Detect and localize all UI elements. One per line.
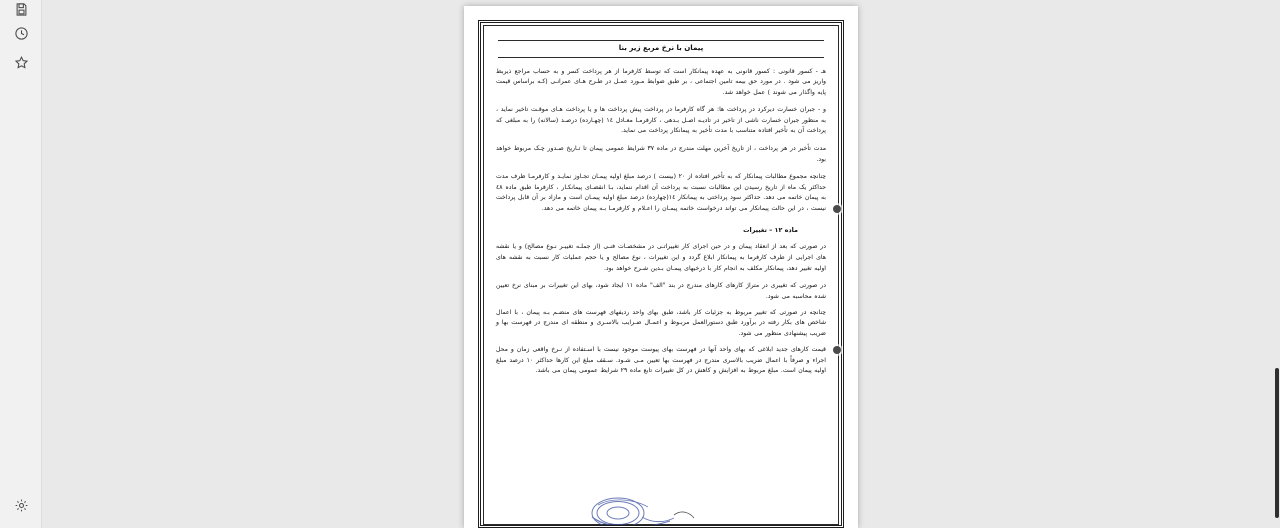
document-content: [494, 33, 828, 525]
page-edge-handle-top[interactable]: [833, 205, 841, 213]
clock-icon[interactable]: [0, 18, 42, 48]
paragraph: هـ - کسور قانونی : کسور قانونی به عهده پیمانکار است که توسط کارفرما از هر پرداخت کسر و به حساب مراجع ذیربط واریز می شود . در مورد حق بیمه تامین اجتماعی ، بر طبق ضوابط مـورد عمـل در طـرح هـای عمرانـی (کـه براساس قیمت پایه واگذار می شوند ) عمل خواهد شد.: [496, 67, 826, 96]
scrollbar-thumb[interactable]: [1275, 368, 1279, 518]
section-heading: ماده ١٢ – تغییرات: [743, 226, 798, 235]
paragraph: چنانچه در صورتی که تغییر مربوط به جزئیات کار باشد، طبق بهای واحد ردیفهای فهرست های منضـم بـه پیمان ، با اعمال شاخص های بکار رفته در برآورد طبق دستورالعمل مربـوط و اعمـال ضـرایب بالاسـری و منطقه ای مندرج در فهرست بها و ضریب پیشنهادی منظور می شود.: [496, 308, 826, 337]
page-edge-handle-bottom[interactable]: [833, 346, 841, 354]
star-icon[interactable]: [0, 47, 42, 77]
document-page: [464, 6, 858, 528]
paragraph: قیمت کارهای جدید ابلاغی که بهای واحد آنها در فهرست بهای پیوست موجود نیست با اسـتفاده از نـرخ واقعی زمان و محل اجراء و صرفاً با اعمال ضریب بالاسری مندرج در فهرست بها تعیین مـی شـود. سـقف مبلغ این کارها حداکثر ١٠ درصد مبلغ اولیه پیمان است. مبلغ مربوط به افزایش و کاهش در کل تغییرات تابع ماده ٢٩ شرایط عمومی پیمان می باشد.: [496, 346, 827, 375]
paragraph: مدت تأخیر در هر پرداخت ، از تاریخ آخرین مهلت مندرج در ماده ٣٧ شرایط عمومی پیمان تا تـاریخ صـدور چـک مربوط خواهد بود.: [496, 144, 826, 163]
paragraph: در صورتی که بعد از انعقاد پیمان و در حین اجرای کار تغییراتـی در مشخصـات فنـی (از جملـه تغییـر نـوع مصالح) و یا نقشه های اجرایی از طرف کارفرما به پیمانکار ابلاغ گردد و این تغییرات ، نوع مصالح و یا حجم عملیات کار نسبت به نقشه های اولیه تغییر دهد، پیمانکار مکلف به انجام کار با درخیهای پیمـان بـدین شـرح خواهد بود.: [496, 243, 826, 272]
paragraph: در صورتی که تغییری در متراژ کارهای کارهای مندرج در بند "الف" ماده ١١ ایجاد شود، بهای این تغییرات بر مبنای نرخ تعیین شده محاسبه می شود.: [496, 282, 826, 300]
paragraph: و - جبران خسارت دیرکرد در پرداخت ها: هر گاه کارفرما در پرداخت پیش پرداخت ها و یا پرداخت هـای موقـت تاخیر نماید ، به منظور جبران خسارت ناشی از تاخیر در تادیـه اصـل بـدهی ، کارفرمـا معـادل ١٤ (چهـارده) درصـد (سالانه) را به مبلغی که پرداخت آن به تأخیر افتاده متناسب با مدت تأخیر به پیمانکار پرداخت می نماید.: [496, 106, 826, 135]
gear-icon[interactable]: [0, 490, 42, 520]
official-stamp: [578, 487, 698, 525]
document-title-box: [498, 40, 824, 58]
page-title: پیمان با نرخ مربع زیر بنا: [618, 43, 704, 52]
vertical-scrollbar[interactable]: [1274, 0, 1280, 528]
left-icon-rail: [0, 0, 42, 528]
document-page-border: [478, 20, 844, 528]
paragraph: چنانچه مجموع مطالبات پیمانکار که به تأخیر افتاده از ٢٠ (بیست ) درصد مبلغ اولیه پیمـان تجـاوز نمایـد و کارفرمـا ظرف مدت حداکثر یک ماه از تاریخ رسیدن این مطالبات نسبت به پرداخت آن اقدام ننماید، بـا انقضـای پیمانکـار ، کارفرما طبق ماده ٤٨ به پیمان خاتمه می دهد. حداکثر سود پرداختی به پیمانکار ١٤(چهارده) درصد مبلغ اولیه پیمـان است و مازاد بر آن قابل پرداخت نیست ، در این حالت پیمانکار می تواند درخواست خاتمه پیمـان را اعـلام و کارفرمـا بـه پیمان خاتمه می دهد.: [496, 173, 826, 212]
